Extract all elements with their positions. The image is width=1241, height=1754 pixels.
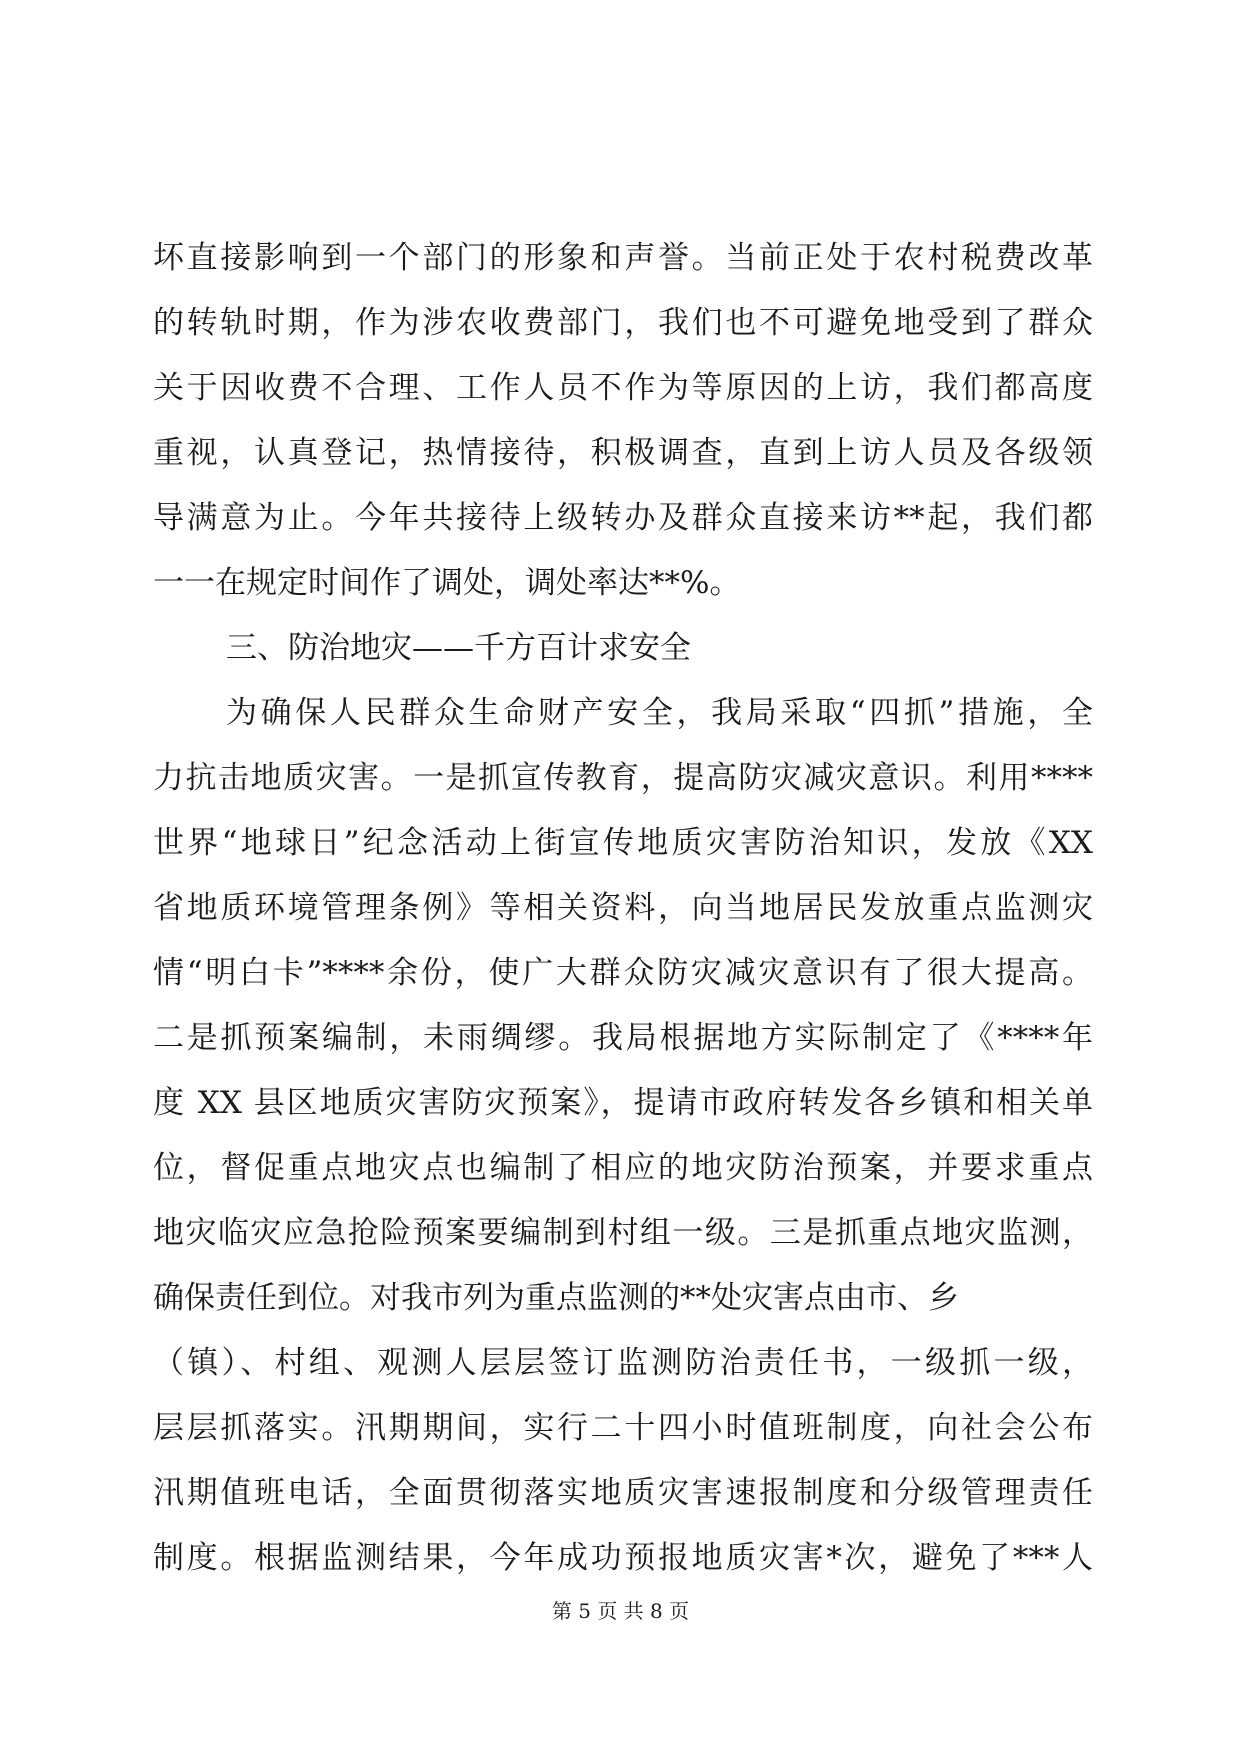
text-line: 导满意为止。今年共接待上级转办及群众直接来访**起，我们都 <box>153 500 1093 536</box>
text-line: 一一在规定时间作了调处，调处率达**%。 <box>153 565 741 601</box>
text-line: 制度。根据监测结果，今年成功预报地质灾害*次，避免了***人 <box>153 1540 1093 1576</box>
text-line: 二是抓预案编制，未雨绸缪。我局根据地方实际制定了《****年 <box>153 1020 1093 1056</box>
text-line: 位，督促重点地灾点也编制了相应的地灾防治预案，并要求重点 <box>153 1150 1093 1186</box>
text-line: 关于因收费不合理、工作人员不作为等原因的上访，我们都高度 <box>153 370 1093 406</box>
text-line: 地灾临灾应急抢险预案要编制到村组一级。三是抓重点地灾监测， <box>153 1215 1093 1251</box>
text-line: 度 XX 县区地质灾害防灾预案》，提请市政府转发各乡镇和相关单 <box>153 1085 1094 1121</box>
text-line: 省地质环境管理条例》等相关资料，向当地居民发放重点监测灾 <box>153 890 1093 926</box>
text-line: 为确保人民群众生命财产安全，我局采取“四抓”措施，全 <box>226 695 1093 731</box>
text-line: 确保责任到位。对我市列为重点监测的**处灾害点由市、乡 <box>153 1280 959 1316</box>
text-line: 重视，认真登记，热情接待，积极调查，直到上访人员及各级领 <box>153 435 1093 471</box>
section-heading: 三、防治地灾——千方百计求安全 <box>226 630 691 666</box>
text-line: 汛期值班电话，全面贯彻落实地质灾害速报制度和分级管理责任 <box>153 1475 1093 1511</box>
text-line: 层层抓落实。汛期期间，实行二十四小时值班制度，向社会公布 <box>153 1410 1093 1446</box>
document-body <box>153 226 1093 1591</box>
text-line: 坏直接影响到一个部门的形象和声誉。当前正处于农村税费改革 <box>153 240 1093 276</box>
text-line: 的转轨时期，作为涉农收费部门，我们也不可避免地受到了群众 <box>153 305 1093 341</box>
text-line: 世界“地球日”纪念活动上街宣传地质灾害防治知识，发放《XX <box>153 825 1093 861</box>
text-line: （镇）、村组、观测人层层签订监测防治责任书，一级抓一级， <box>153 1345 1093 1381</box>
text-line: 情“明白卡”****余份，使广大群众防灾减灾意识有了很大提高。 <box>153 955 1093 991</box>
text-line: 力抗击地质灾害。一是抓宣传教育，提高防灾减灾意识。利用**** <box>153 760 1093 796</box>
page-number-footer: 第 5 页 共 8 页 <box>551 1599 690 1623</box>
